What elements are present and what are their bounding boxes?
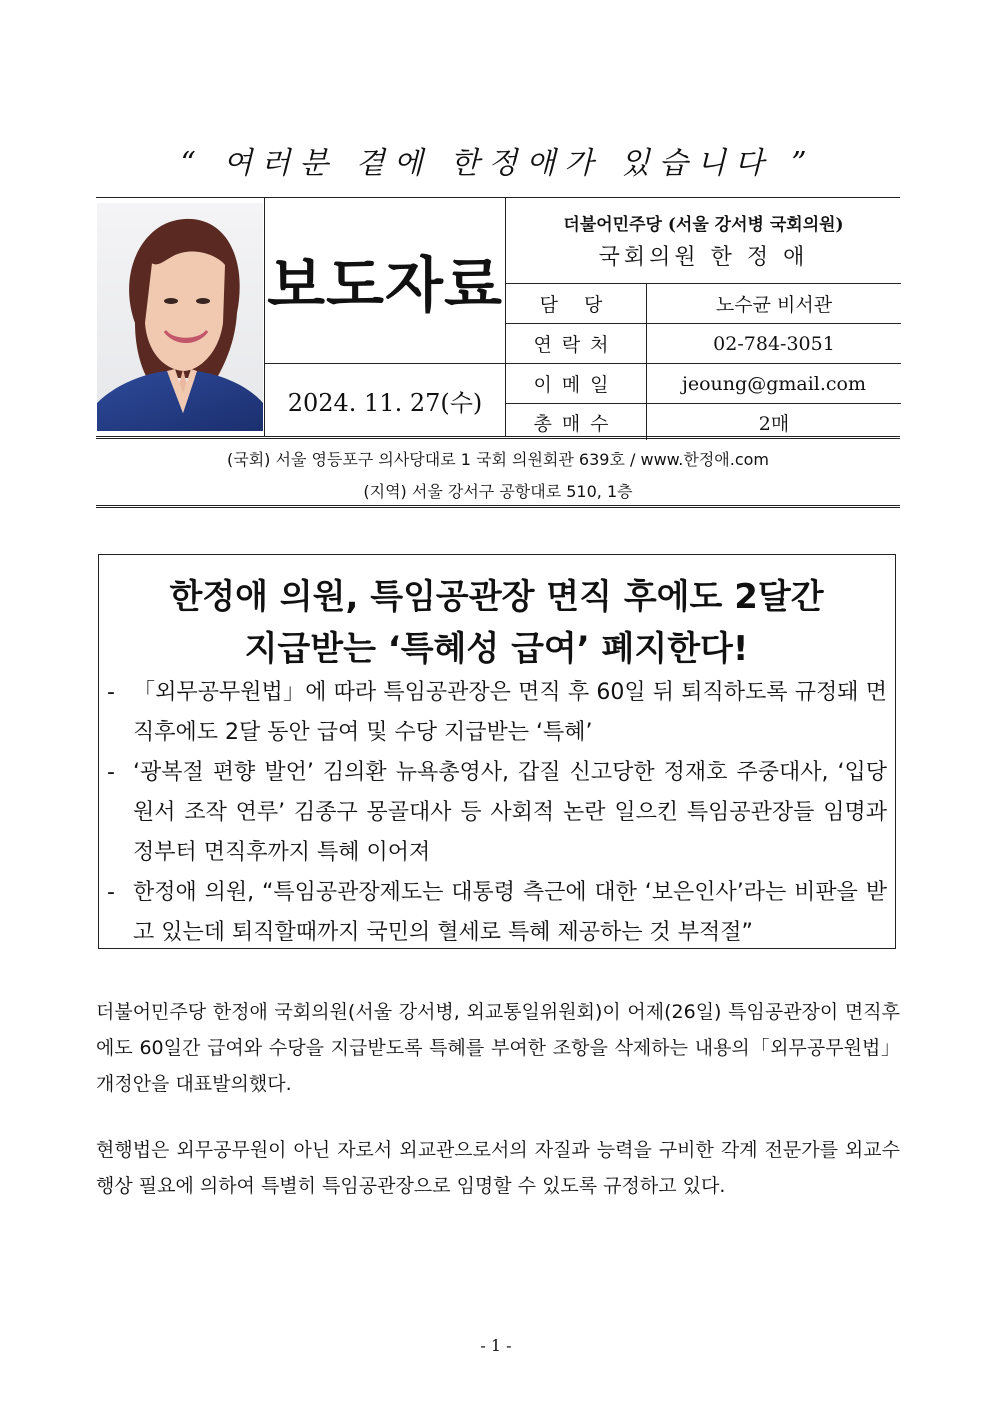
contact-row-pages (506, 403, 901, 440)
document-title: 보도자료 (267, 250, 503, 321)
summary-bullets (107, 673, 887, 953)
press-header-table (96, 197, 900, 437)
bullet-text: 「외무공무원법」에 따라 특임공관장은 면직 후 60일 뒤 퇴직하도록 규정돼 면직후에도 2달 동안 급여 및 수당 지급받는 ‘특혜’ (133, 680, 887, 745)
party-affiliation: 더불어민주당 (서울 강서병 국회의원) (563, 215, 844, 235)
headline-line-1: 한정애 의원, 특임공관장 면직 후에도 2달간 (169, 577, 824, 617)
contact-label: 이메일 (506, 364, 647, 403)
address-local: (지역) 서울 강서구 공항대로 510, 1층 (363, 482, 633, 501)
sender-info (505, 198, 901, 436)
contact-value: 2매 (758, 412, 790, 435)
summary-bullet (107, 673, 887, 753)
contact-value: 02-784-3051 (713, 332, 835, 355)
contact-label: 연락처 (506, 324, 647, 363)
bullet-text: ‘광복절 편향 발언’ 김의환 뉴욕총영사, 갑질 신고당한 정재호 주중대사, ‘입당원서 조작 연루’ 김종구 몽골대사 등 사회적 논란 일으킨 특임공관장들 임명과정부터 면직후까지 특혜 이어져 (133, 760, 887, 865)
bullet-dash: - (107, 680, 115, 705)
contact-table (506, 283, 901, 440)
bullet-dash: - (107, 760, 115, 785)
contact-row-phone (506, 323, 901, 363)
member-photo (97, 203, 263, 431)
summary-bullet (107, 873, 887, 953)
contact-value: 노수균 비서관 (715, 294, 833, 316)
contact-value: jeoung@gmail.com (681, 372, 866, 395)
contact-label: 담 당 (506, 284, 647, 323)
contact-label: 총매수 (506, 404, 647, 440)
summary-bullet (107, 753, 887, 873)
body-paragraph-2: 현행법은 외무공무원이 아닌 자로서 외교관으로서의 자질과 능력을 구비한 각계 전문가를 외교수행상 필요에 의하여 특별히 특임공관장으로 임명할 수 있도록 규정하고 있다. (96, 1139, 900, 1197)
slogan: “ 여러분 곁에 한정애가 있습니다 ” (180, 146, 816, 181)
bullet-dash: - (107, 880, 115, 905)
address-assembly: (국회) 서울 영등포구 의사당대로 1 국회 의원회관 639호 / www.한정애.com (227, 450, 769, 469)
address-block (96, 438, 900, 508)
release-date: 2024. 11. 27(수) (287, 388, 483, 417)
photo-cell (96, 198, 265, 436)
bullet-text: 한정애 의원, “특임공관장제도는 대통령 측근에 대한 ‘보은인사’라는 비판을 받고 있는데 퇴직할때까지 국민의 혈세로 특혜 제공하는 것 부적절” (133, 880, 887, 945)
contact-row-manager (506, 283, 901, 323)
headline-box (98, 554, 896, 949)
page-number: - 1 - (480, 1336, 512, 1355)
contact-row-email (506, 363, 901, 403)
portrait-image (97, 203, 263, 431)
title-cell (265, 198, 505, 364)
member-name: 국회의원 한 정 애 (598, 245, 809, 270)
body-paragraph-1: 더불어민주당 한정애 국회의원(서울 강서병, 외교통일위원회)이 어제(26일) 특임공관장이 면직후에도 60일간 급여와 수당을 지급받도록 특혜를 부여한 조항을 삭제하는 내용의「외무공무원법」개정안을 대표발의했다. (96, 1001, 900, 1095)
headline-line-2: 지급받는 ‘특혜성 급여’ 폐지한다! (244, 629, 749, 669)
